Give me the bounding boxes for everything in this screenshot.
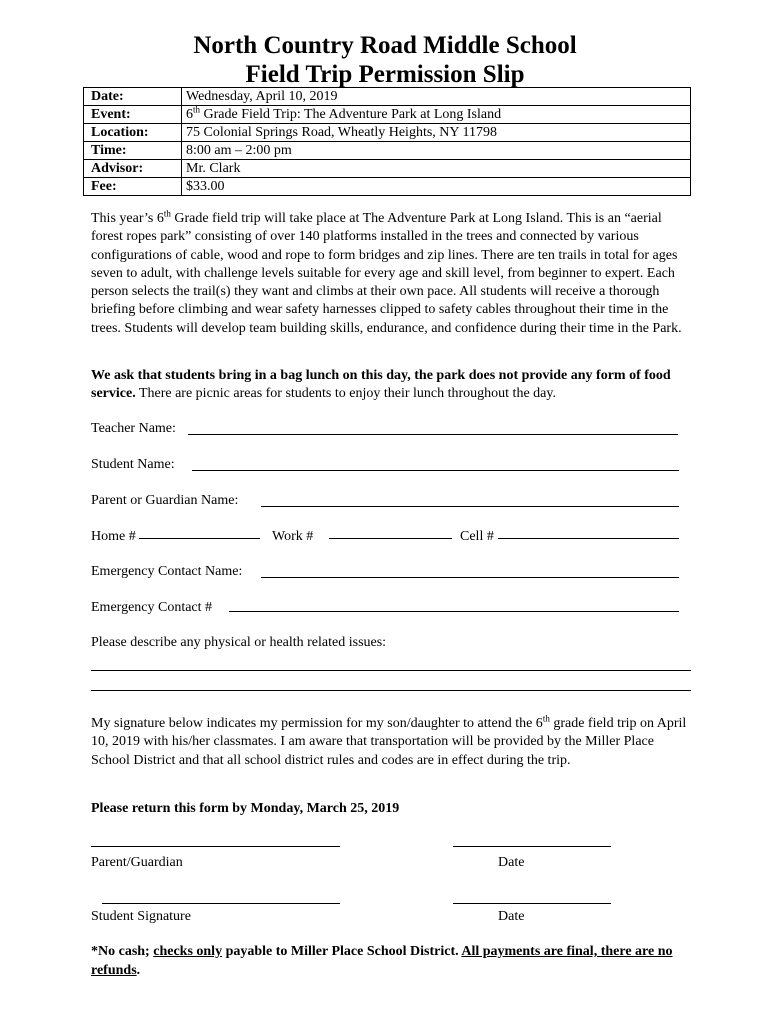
lunch-notice bbox=[91, 367, 691, 404]
home-phone-label: Home # bbox=[91, 529, 136, 544]
student-date-line[interactable] bbox=[453, 903, 611, 904]
cell-phone-label: Cell # bbox=[460, 529, 494, 544]
consent-statement bbox=[91, 715, 691, 770]
emergency-contact-number-label: Emergency Contact # bbox=[91, 600, 213, 615]
home-phone-field[interactable] bbox=[139, 538, 260, 539]
location-label: Location: bbox=[84, 124, 182, 142]
return-deadline: Please return this form by Monday, March 25, 2019 bbox=[91, 801, 400, 816]
consent-body: grade field trip on April 10, 2019 with his/her classmates. I am aware that transportation will be provided by the Miller Place School District and that all school district rules and codes are in effect during the trip. bbox=[91, 716, 687, 768]
event-value-grade: 6 bbox=[186, 107, 193, 122]
consent-sup: th bbox=[542, 713, 550, 724]
fee-label: Fee: bbox=[84, 178, 182, 196]
location-row bbox=[84, 124, 691, 142]
work-phone-field[interactable] bbox=[329, 538, 452, 539]
student-signature-line[interactable] bbox=[102, 903, 340, 904]
description-start: This year’s 6 bbox=[91, 211, 164, 226]
school-name: North Country Road Middle School bbox=[193, 32, 577, 59]
consent-start: My signature below indicates my permission for my son/daughter to attend the 6 bbox=[91, 716, 543, 731]
payment-separator: . bbox=[455, 944, 462, 959]
payment-no-cash: *No cash; bbox=[91, 944, 154, 959]
location-value: 75 Colonial Springs Road, Wheatly Heights, NY 11798 bbox=[182, 124, 691, 142]
fee-value: $33.00 bbox=[182, 178, 691, 196]
student-name-field[interactable] bbox=[192, 470, 679, 471]
lunch-notice-text: There are picnic areas for students to enjoy their lunch throughout the day. bbox=[135, 386, 556, 402]
event-value-sup: th bbox=[193, 104, 201, 115]
fee-row bbox=[84, 178, 691, 196]
teacher-name-field[interactable] bbox=[188, 434, 678, 435]
form-title: Field Trip Permission Slip bbox=[245, 61, 525, 88]
date-row bbox=[84, 88, 691, 106]
payment-final-notice: All payments are final, there are no refunds bbox=[91, 944, 673, 978]
advisor-value: Mr. Clark bbox=[182, 160, 691, 178]
date-label: Date: bbox=[84, 88, 182, 106]
event-row bbox=[84, 106, 691, 124]
work-phone-label: Work # bbox=[272, 529, 314, 544]
student-name-label: Student Name: bbox=[91, 457, 175, 472]
description-body: Grade field trip will take place at The Adventure Park at Long Island. This is an “aerial forest ropes park” consisting of over 140 platforms installed in the trees and connected by various configurations of cable, wood and rope to form bridges and zip lines. There are ten trails in total for ages seven to adult, with challenge levels suitable for every age and skill level, from beginner to expert. Each person selects the trail(s) they want and climbs at their own pace. All students will receive a thorough briefing before climbing and wear safety harnesses clipped to safety cables throughout their time in the trees. Students will develop team building skills, endurance, and confidence during their time in the Park. bbox=[91, 211, 682, 336]
time-row bbox=[84, 142, 691, 160]
parent-signature-line[interactable] bbox=[91, 846, 340, 847]
date-value: Wednesday, April 10, 2019 bbox=[182, 88, 691, 106]
advisor-label: Advisor: bbox=[84, 160, 182, 178]
parent-name-field[interactable] bbox=[261, 506, 679, 507]
description-sup: th bbox=[163, 208, 171, 219]
emergency-contact-number-field[interactable] bbox=[229, 611, 679, 612]
event-label: Event: bbox=[84, 106, 182, 124]
time-label: Time: bbox=[84, 142, 182, 160]
emergency-contact-name-field[interactable] bbox=[261, 577, 679, 578]
advisor-row bbox=[84, 160, 691, 178]
student-signature-label: Student Signature bbox=[91, 909, 191, 924]
student-date-label: Date bbox=[498, 909, 525, 924]
parent-signature-label: Parent/Guardian bbox=[91, 855, 183, 870]
parent-name-label: Parent or Guardian Name: bbox=[91, 493, 239, 508]
lunch-notice-bold: We ask that students bring in a bag lunch on this day, the park does not provide any form of food service. bbox=[91, 368, 671, 402]
event-value-text: Grade Field Trip: The Adventure Park at Long Island bbox=[200, 107, 502, 122]
emergency-contact-name-label: Emergency Contact Name: bbox=[91, 564, 243, 579]
parent-date-line[interactable] bbox=[453, 846, 611, 847]
cell-phone-field[interactable] bbox=[498, 538, 679, 539]
payment-checks-only: checks only bbox=[153, 944, 223, 959]
health-issues-label: Please describe any physical or health related issues: bbox=[91, 635, 387, 650]
parent-date-label: Date bbox=[498, 855, 525, 870]
health-issues-line-2[interactable] bbox=[91, 690, 691, 691]
payment-period: . bbox=[136, 963, 141, 978]
event-value bbox=[182, 106, 691, 124]
payment-notice bbox=[91, 942, 691, 980]
teacher-name-label: Teacher Name: bbox=[91, 421, 176, 436]
health-issues-line-1[interactable] bbox=[91, 670, 691, 671]
time-value: 8:00 am – 2:00 pm bbox=[182, 142, 691, 160]
trip-description bbox=[91, 210, 691, 338]
payment-payable-to: payable to Miller Place School District bbox=[222, 944, 456, 959]
trip-info-table bbox=[83, 87, 691, 196]
